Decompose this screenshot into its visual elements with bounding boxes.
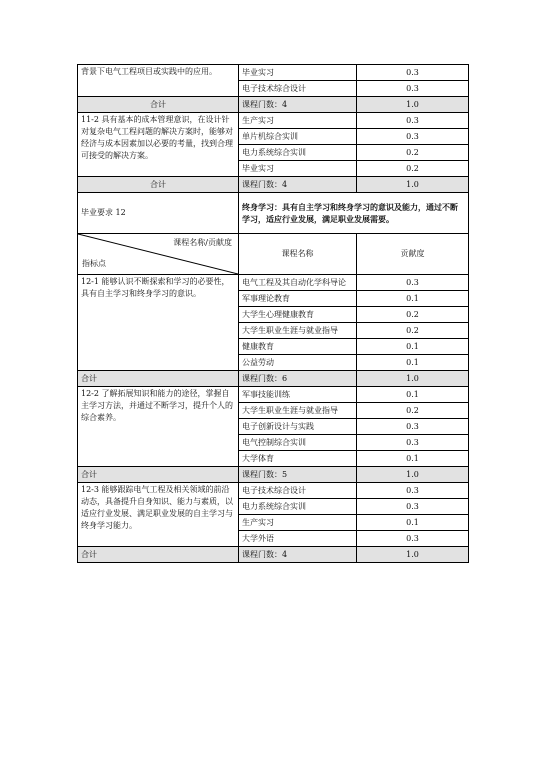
diagonal-header-bottom: 指标点 xyxy=(82,259,106,268)
course-name: 军事理论教育 xyxy=(239,291,357,307)
course-count: 课程门数：4 xyxy=(239,547,357,563)
course-name: 电子技术综合设计 xyxy=(239,483,357,499)
course-name: 毕业实习 xyxy=(239,65,357,81)
sum-label: 合计 xyxy=(78,177,239,193)
sum-value: 1.0 xyxy=(357,467,469,483)
diagonal-header-top: 课程名称/贡献度 xyxy=(173,238,232,247)
contribution-value: 0.3 xyxy=(357,483,469,499)
contribution-value: 0.1 xyxy=(357,451,469,467)
course-name: 生产实习 xyxy=(239,515,357,531)
contribution-value: 0.2 xyxy=(357,403,469,419)
sum-value: 1.0 xyxy=(357,547,469,563)
course-name: 电力系统综合实训 xyxy=(239,145,357,161)
course-name: 毕业实习 xyxy=(239,161,357,177)
sum-label: 合计 xyxy=(78,97,239,113)
contribution-value: 0.3 xyxy=(357,65,469,81)
course-name: 大学生职业生涯与就业指导 xyxy=(239,403,357,419)
course-name: 健康教育 xyxy=(239,339,357,355)
header-row xyxy=(78,234,469,275)
course-column-header: 课程名称 xyxy=(239,234,357,275)
sum-row xyxy=(78,547,469,563)
course-name: 大学生心理健康教育 xyxy=(239,307,357,323)
table-row xyxy=(78,113,469,129)
table-row xyxy=(78,65,469,81)
course-name: 公益劳动 xyxy=(239,355,357,371)
course-name: 大学体育 xyxy=(239,451,357,467)
sum-value: 1.0 xyxy=(357,371,469,387)
sum-row xyxy=(78,97,469,113)
requirement-label: 毕业要求 12 xyxy=(78,193,239,234)
course-count: 课程门数：4 xyxy=(239,97,357,113)
course-name: 大学外语 xyxy=(239,531,357,547)
contribution-value: 0.1 xyxy=(357,515,469,531)
indicator-text: 12-3 能够跟踪电气工程及相关领域的前沿动态，具备提升自身知识、能力与素质，以适应行业发展、满足职业发展的自主学习与终身学习能力。 xyxy=(78,483,239,547)
contribution-value: 0.3 xyxy=(357,113,469,129)
course-count: 课程门数：5 xyxy=(239,467,357,483)
contribution-value: 0.1 xyxy=(357,387,469,403)
contribution-value: 0.3 xyxy=(357,129,469,145)
indicator-text: 11-2 具有基本的成本管理意识，在设计针对复杂电气工程问题的解决方案时，能够对经济与成本因素加以必要的考量，找到合理可接受的解决方案。 xyxy=(78,113,239,177)
contribution-value: 0.2 xyxy=(357,323,469,339)
course-name: 电气控制综合实训 xyxy=(239,435,357,451)
course-name: 电子技术综合设计 xyxy=(239,81,357,97)
course-name: 电子创新设计与实践 xyxy=(239,419,357,435)
contribution-value: 0.1 xyxy=(357,339,469,355)
contribution-value: 0.1 xyxy=(357,355,469,371)
course-count: 课程门数：6 xyxy=(239,371,357,387)
contribution-value: 0.1 xyxy=(357,291,469,307)
sum-value: 1.0 xyxy=(357,177,469,193)
sum-row xyxy=(78,371,469,387)
sum-row xyxy=(78,467,469,483)
course-count: 课程门数：4 xyxy=(239,177,357,193)
contribution-value: 0.2 xyxy=(357,145,469,161)
contribution-value: 0.3 xyxy=(357,531,469,547)
sum-value: 1.0 xyxy=(357,97,469,113)
diagonal-header-cell xyxy=(78,234,239,275)
course-name: 大学生职业生涯与就业指导 xyxy=(239,323,357,339)
sum-row xyxy=(78,177,469,193)
contribution-value: 0.3 xyxy=(357,499,469,515)
contribution-value: 0.2 xyxy=(357,161,469,177)
sum-label: 合计 xyxy=(78,547,239,563)
contribution-column-header: 贡献度 xyxy=(357,234,469,275)
contribution-value: 0.3 xyxy=(357,435,469,451)
contribution-value: 0.3 xyxy=(357,419,469,435)
sum-label: 合计 xyxy=(78,371,239,387)
contribution-value: 0.3 xyxy=(357,81,469,97)
indicator-text: 12-2 了解拓展知识和能力的途径，掌握自主学习方法，并通过不断学习，提升个人的综合素养。 xyxy=(78,387,239,467)
course-name: 生产实习 xyxy=(239,113,357,129)
course-name: 电气工程及其自动化学科导论 xyxy=(239,275,357,291)
table-row xyxy=(78,387,469,403)
requirement-description: 终身学习：具有自主学习和终身学习的意识及能力，通过不断学习，适应行业发展，满足职业发展需要。 xyxy=(239,193,469,234)
requirement-row xyxy=(78,193,469,234)
indicator-text: 背景下电气工程项目或实践中的应用。 xyxy=(78,65,239,97)
course-contribution-table xyxy=(77,64,469,563)
indicator-text: 12-1 能够认识不断探索和学习的必要性，具有自主学习和终身学习的意识。 xyxy=(78,275,239,371)
table-row xyxy=(78,275,469,291)
contribution-value: 0.2 xyxy=(357,307,469,323)
table-row xyxy=(78,483,469,499)
course-name: 电力系统综合实训 xyxy=(239,499,357,515)
sum-label: 合计 xyxy=(78,467,239,483)
course-name: 军事技能训练 xyxy=(239,387,357,403)
contribution-value: 0.3 xyxy=(357,275,469,291)
course-name: 单片机综合实训 xyxy=(239,129,357,145)
